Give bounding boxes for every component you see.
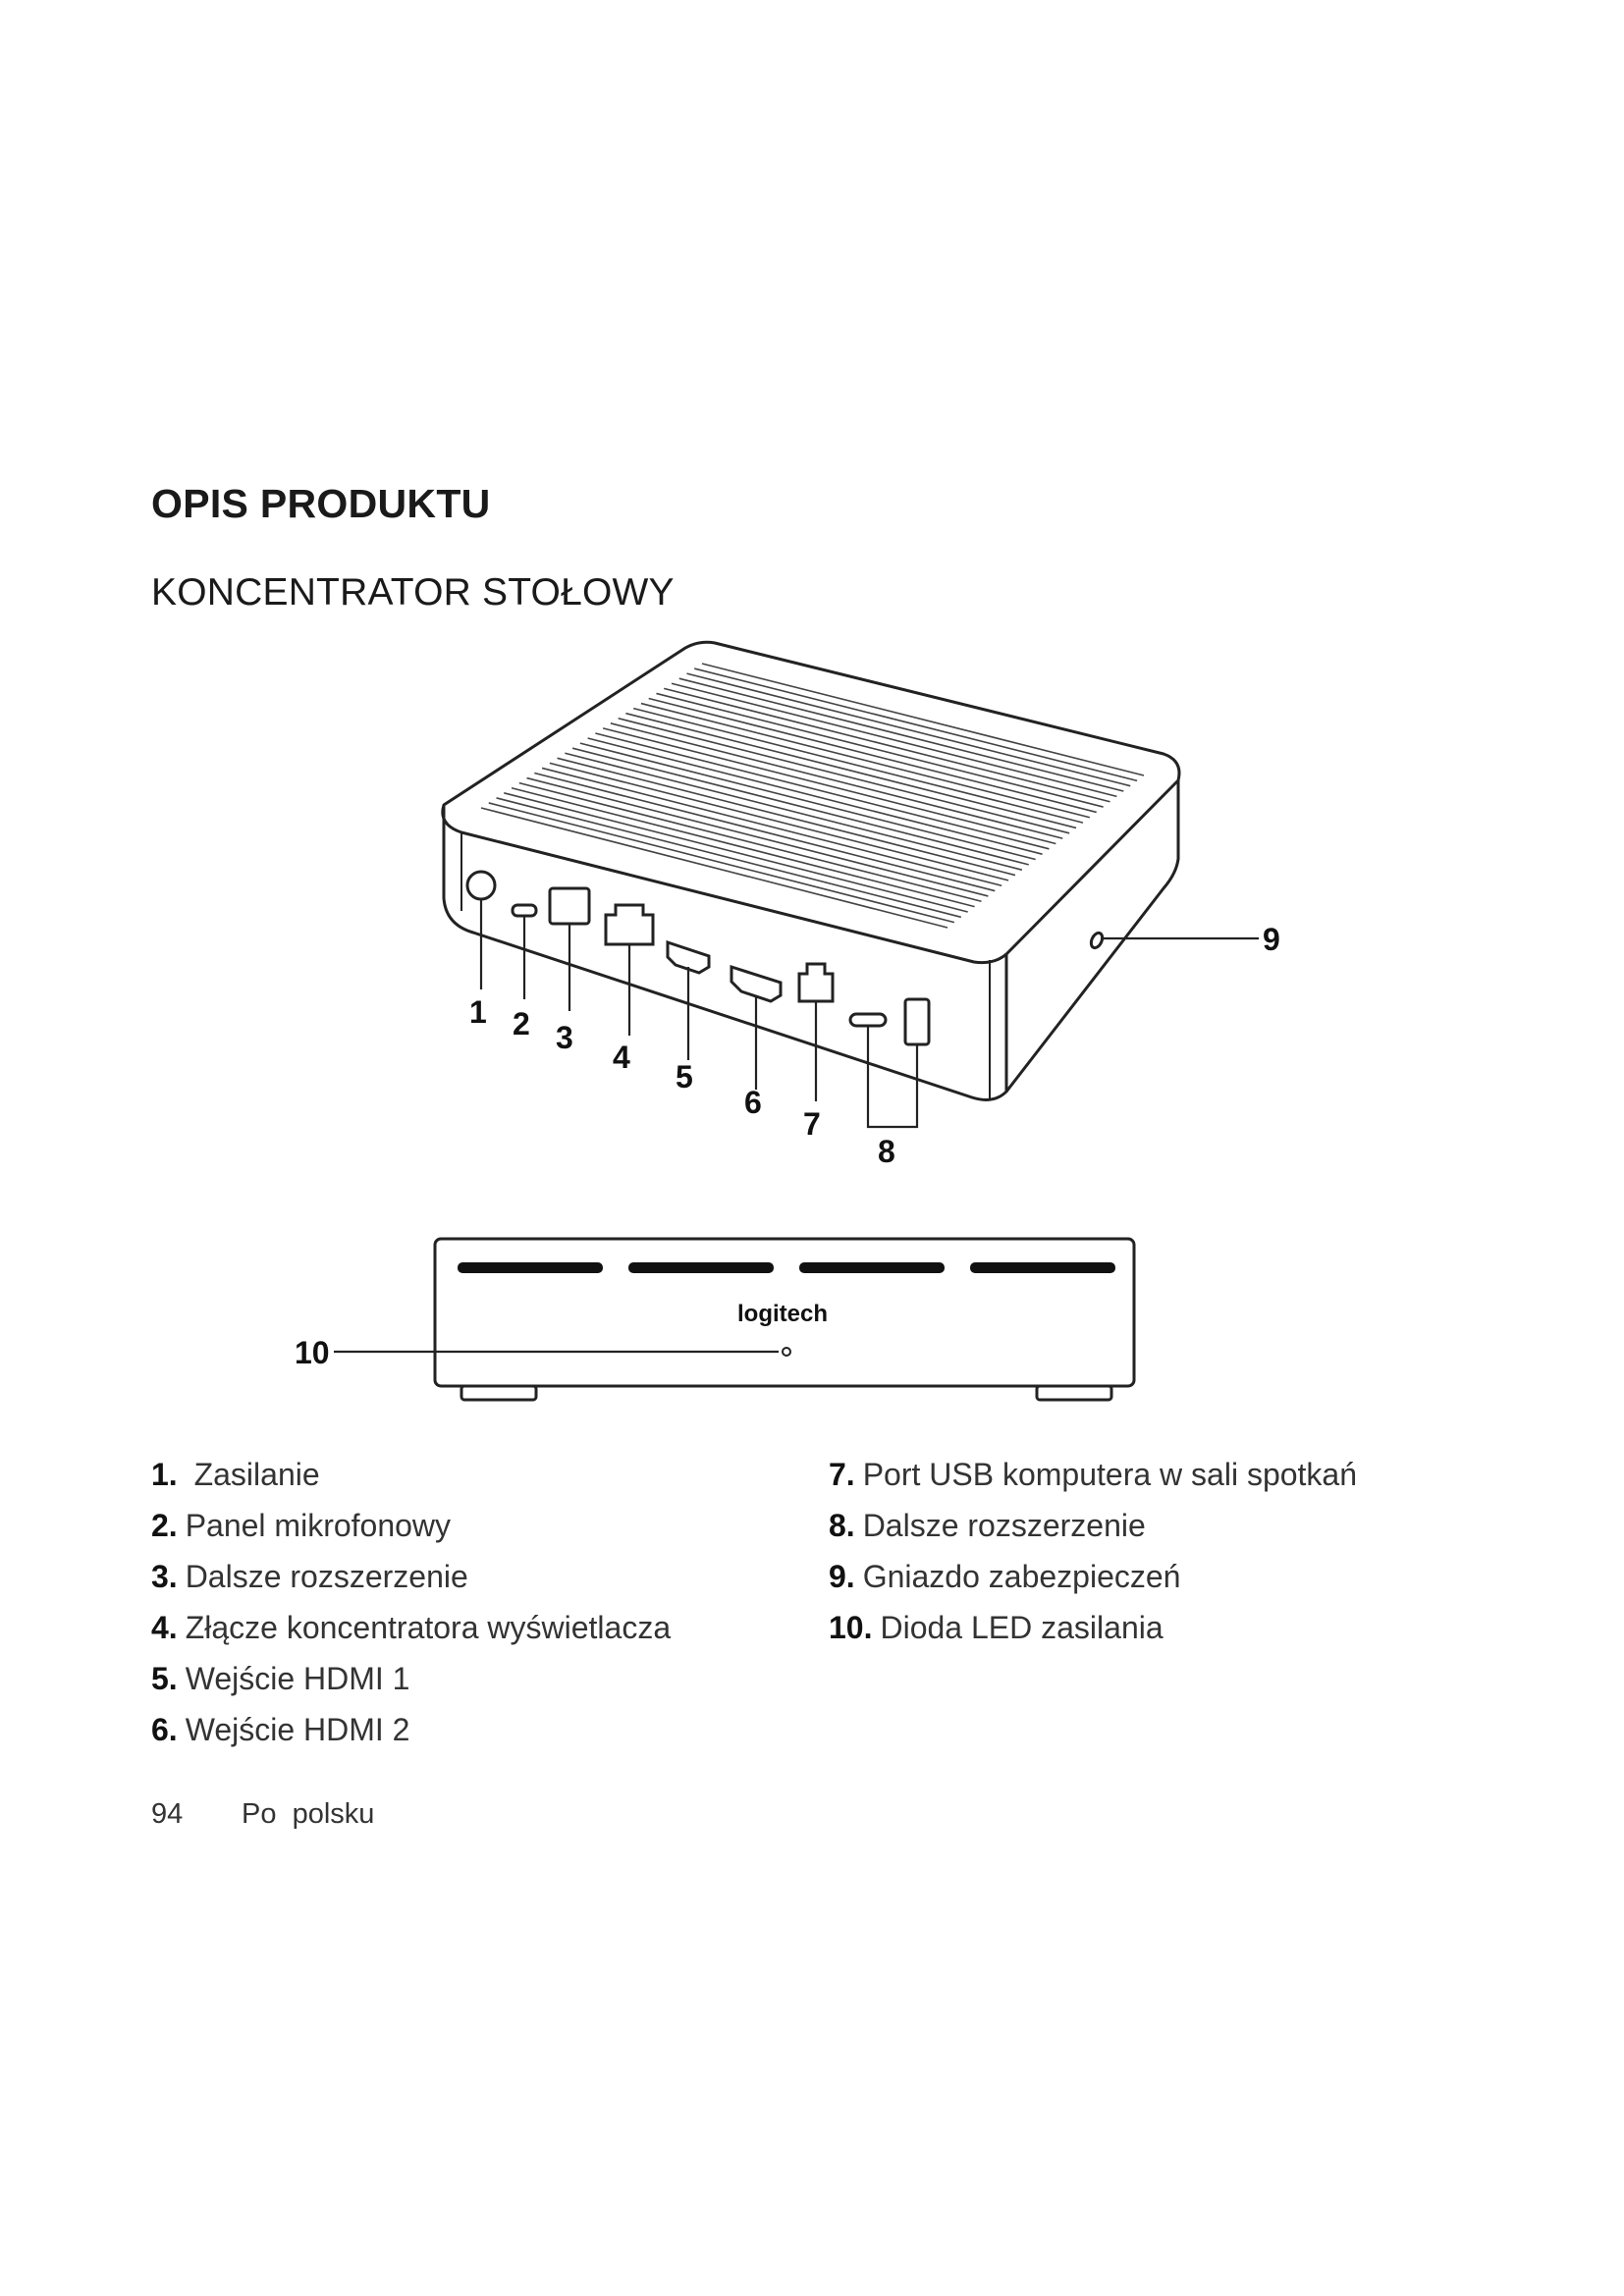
- security-slot-icon: [1089, 932, 1105, 950]
- vent-line: [702, 664, 1144, 775]
- page-title: OPIS PRODUKTU: [151, 481, 491, 526]
- callout-9: 9: [1263, 922, 1280, 957]
- vent-line: [633, 709, 1083, 823]
- vent-line: [572, 748, 1029, 865]
- footer-language: Po polsku: [242, 1798, 375, 1830]
- vent-line: [595, 733, 1049, 849]
- hub-front-view: [334, 1239, 1134, 1400]
- callout-4: 4: [613, 1040, 630, 1075]
- foot-right: [1037, 1386, 1111, 1400]
- list-item: 2. Panel mikrofonowy: [151, 1508, 452, 1543]
- usb-a-port-icon: [905, 999, 929, 1044]
- list-item: 4. Złącze koncentratora wyświetlacza: [151, 1610, 672, 1645]
- power-led-icon: [783, 1348, 790, 1356]
- vent-slot: [970, 1262, 1115, 1273]
- callout-6: 6: [744, 1085, 762, 1120]
- usb-c-port-icon: [850, 1014, 886, 1026]
- vent-line: [588, 738, 1043, 854]
- vent-line: [694, 668, 1137, 780]
- callout-8: 8: [878, 1134, 895, 1169]
- list-item: 8. Dalsze rozszerzenie: [829, 1508, 1146, 1543]
- vent-line: [619, 719, 1069, 833]
- list-item: 3. Dalsze rozszerzenie: [151, 1559, 468, 1594]
- list-item: 5. Wejście HDMI 1: [151, 1661, 410, 1696]
- power-port-icon: [467, 872, 495, 899]
- vent-slot: [628, 1262, 774, 1273]
- list-item: 7. Port USB komputera w sali spotkań: [829, 1457, 1358, 1492]
- callout-3: 3: [556, 1020, 573, 1055]
- list-item: 1. Zasilanie: [151, 1457, 320, 1492]
- section-subtitle: KONCENTRATOR STOŁOWY: [151, 571, 675, 614]
- callout-2: 2: [513, 1006, 530, 1041]
- vent-slot: [799, 1262, 945, 1273]
- page-number: 94: [151, 1798, 184, 1830]
- display-hub-port-icon: [606, 905, 653, 944]
- vent-line: [679, 678, 1124, 791]
- vent-line: [625, 714, 1076, 828]
- vent-line: [649, 698, 1097, 812]
- vent-line: [580, 743, 1036, 859]
- parts-list-right: [829, 1449, 1357, 1653]
- list-item: 10. Dioda LED zasilania: [829, 1610, 1164, 1645]
- vent-line: [672, 683, 1116, 796]
- callout-1: 1: [469, 994, 487, 1030]
- usb-computer-port-icon: [799, 964, 833, 1001]
- vent-line: [611, 723, 1062, 838]
- vent-line: [656, 693, 1103, 807]
- vent-line: [603, 728, 1056, 844]
- foot-left: [461, 1386, 536, 1400]
- parts-list-left: [151, 1449, 671, 1755]
- vent-slot: [458, 1262, 603, 1273]
- usb-extension-port-icon: [550, 888, 589, 924]
- list-item: 9. Gniazdo zabezpieczeń: [829, 1559, 1181, 1594]
- brand-logo: logitech: [736, 1301, 829, 1327]
- callout-10: 10: [295, 1335, 330, 1370]
- list-item: 6. Wejście HDMI 2: [151, 1712, 410, 1747]
- callout-5: 5: [676, 1059, 693, 1095]
- rear-ports: [467, 872, 1105, 1044]
- mic-port-icon: [513, 905, 536, 916]
- callout-7: 7: [803, 1106, 821, 1142]
- vent-line: [664, 688, 1110, 801]
